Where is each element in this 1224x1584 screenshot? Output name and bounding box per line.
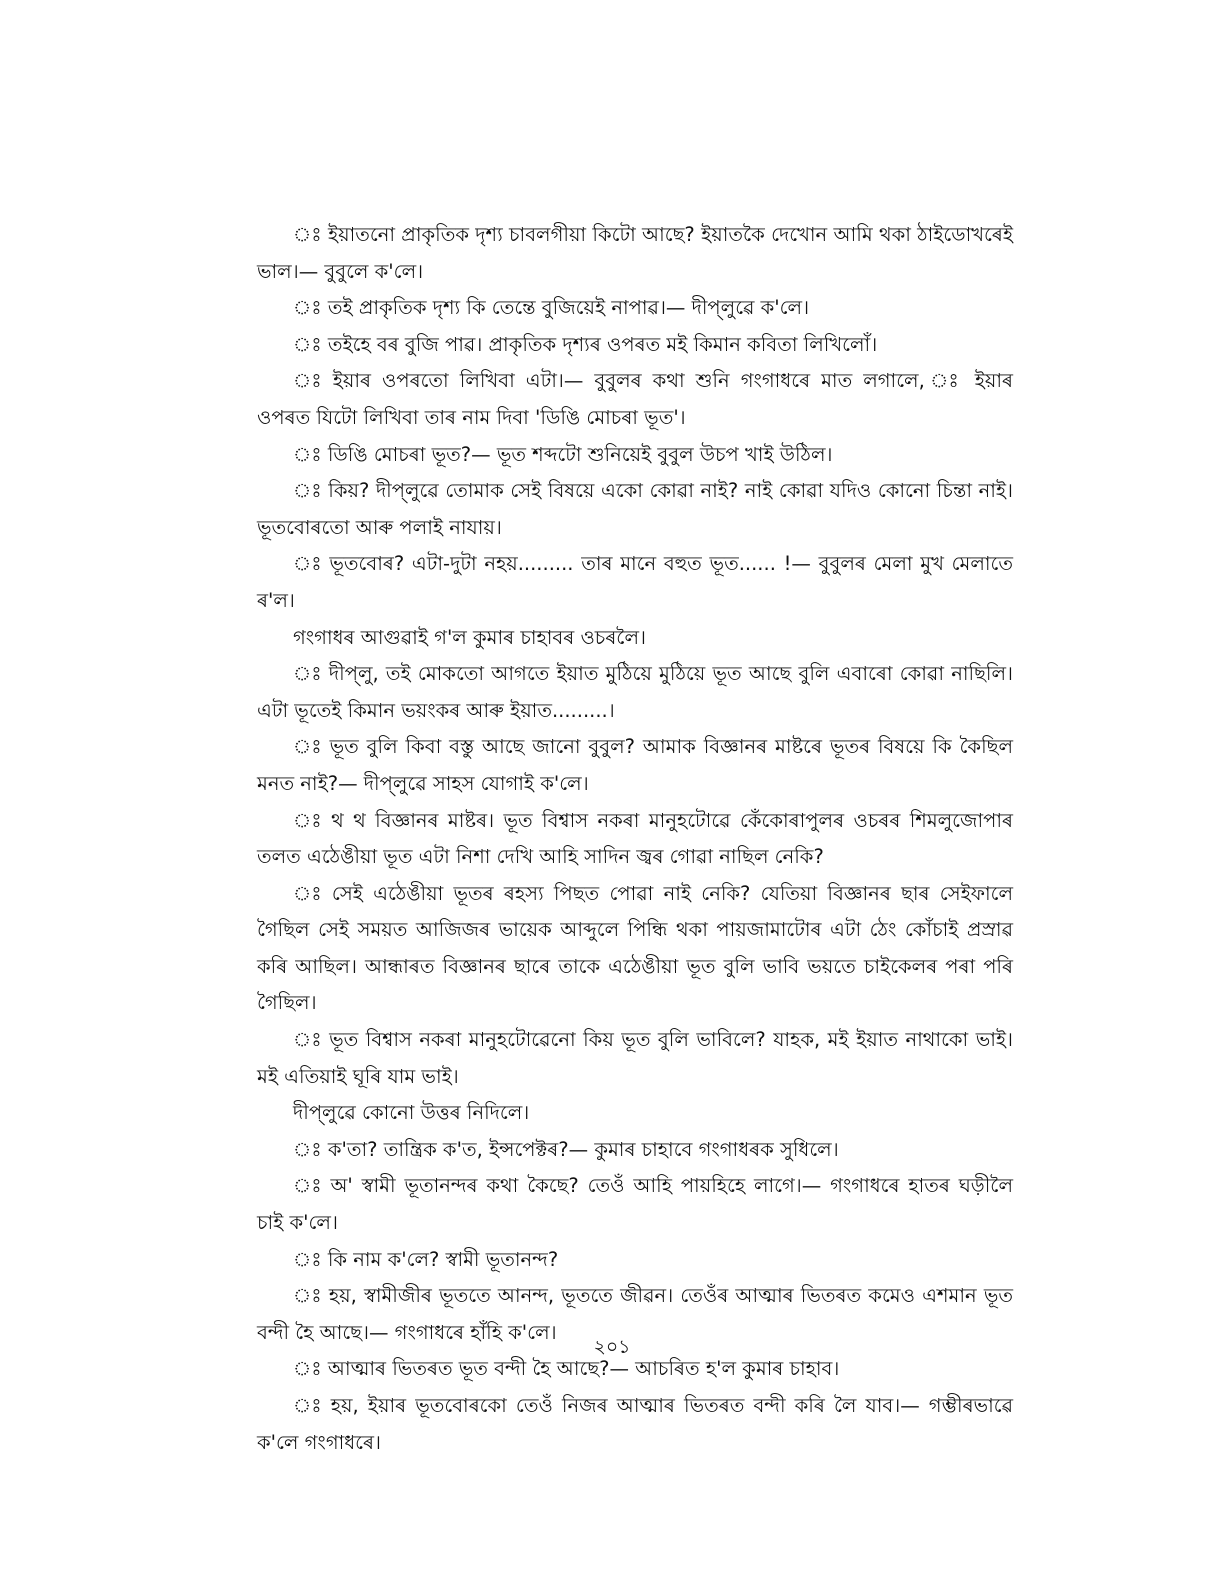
paragraph: ঃ ক'তা? তান্ত্ৰিক ক'ত, ইন্সপেক্টৰ?— কুমাৰ চাহাবে গংগাধৰক সুধিলে। <box>293 1137 839 1161</box>
page-body <box>257 217 1013 1461</box>
paragraph: ঃ হয়, ইয়াৰ ভূতবোৰকো তেওঁ নিজৰ আত্মাৰ ভিতৰত বন্দী কৰি লৈ যাব।— গম্ভীৰভাৱে ক'লে গংগাধৰে। <box>257 1394 1013 1454</box>
paragraph: ঃ ইয়াতনো প্ৰাকৃতিক দৃশ্য চাবলগীয়া কিটো আছে? ইয়াতকৈ দেখোন আমি থকা ঠাইডোখৰেই ভাল।— বুবুলে ক'লে। <box>257 223 1013 283</box>
paragraph: গংগাধৰ আগুৱাই গ'ল কুমাৰ চাহাবৰ ওচৰলৈ। <box>293 625 646 649</box>
paragraph: ঃ হয়, স্বামীজীৰ ভূততে আনন্দ, ভূততে জীৱন। তেওঁৰ আত্মাৰ ভিতৰত কমেও এশমান ভূত বন্দী হৈ আছে।— গংগাধৰে হাঁহি ক'লে। <box>257 1284 1013 1344</box>
paragraph: ঃ তই প্ৰাকৃতিক দৃশ্য কি তেন্তে বুজিয়েই নাপাৱ।— দীপ্‌লুৱে ক'লে। <box>293 296 810 320</box>
paragraph: ঃ থ থ বিজ্ঞানৰ মাষ্টৰ। ভূত বিশ্বাস নকৰা মানুহটোৱে কেঁকোৰাপুলৰ ওচৰৰ শিমলুজোপাৰ তলত এঠেঙীয়া ভূত এটা নিশা দেখি আহি সাদিন জ্বৰ গোৱা নাছিল নেকি? <box>257 808 1013 869</box>
paragraph: ঃ ইয়াৰ ওপৰতো লিখিবা এটা।— বুবুলৰ কথা শুনি গংগাধৰে মাত লগালে, ঃ ইয়াৰ ওপৰত যিটো লিখিবা তাৰ নাম দিবা 'ডিঙি মোচৰা ভূত'। <box>257 369 1013 429</box>
paragraph: ঃ তইহে বৰ বুজি পাৱ। প্ৰাকৃতিক দৃশ্যৰ ওপৰত মই কিমান কবিতা লিখিলোঁ। <box>293 332 878 356</box>
paragraph: ঃ দীপ্‌লু, তই মোকতো আগতে ইয়াত মুঠিয়ে মুঠিয়ে ভূত আছে বুলি এবাৰো কোৱা নাছিলি। এটা ভূতেই কিমান ভয়ংকৰ আৰু ইয়াত.........। <box>257 662 1013 722</box>
paragraph: ঃ কি নাম ক'লে? স্বামী ভূতানন্দ? <box>293 1247 559 1271</box>
paragraph: ঃ ভূতবোৰ? এটা-দুটা নহয়......... তাৰ মানে বহুত ভূত...... !— বুবুলৰ মেলা মুখ মেলাতে ৰ'ল। <box>257 552 1013 612</box>
paragraph: ঃ কিয়? দীপ্‌লুৱে তোমাক সেই বিষয়ে একো কোৱা নাই? নাই কোৱা যদিও কোনো চিন্তা নাই। ভূতবোৰতো আৰু পলাই নাযায়। <box>257 479 1013 539</box>
page-number: ২০১ <box>593 1336 631 1358</box>
paragraph: ঃ অ' স্বামী ভূতানন্দৰ কথা কৈছে? তেওঁ আহি পায়হিহে লাগে।— গংগাধৰে হাতৰ ঘড়ীলৈ চাই ক'লে। <box>257 1174 1013 1235</box>
paragraph: ঃ আত্মাৰ ভিতৰত ভূত বন্দী হৈ আছে?— আচৰিত হ'ল কুমাৰ চাহাব। <box>293 1357 840 1381</box>
paragraph: ঃ ভূত বিশ্বাস নকৰা মানুহটোৱেনো কিয় ভূত বুলি ভাবিলে? যাহক, মই ইয়াত নাথাকো ভাই। মই এতিয়াই ঘূৰি যাম ভাই। <box>257 1028 1013 1088</box>
paragraph: ঃ সেই এঠেঙীয়া ভূতৰ ৰহস্য পিছত পোৱা নাই নেকি? যেতিয়া বিজ্ঞানৰ ছাৰ সেইফালে গৈছিল সেই সময়ত আজিজৰ ভায়েক আব্দুলে পিন্ধি থকা পায়জামাটোৰ এটা ঠেং কোঁচাই প্ৰস্ৰাৱ কৰি আছিল। আন্ধাৰত বিজ্ঞানৰ ছাৰে তাকে এঠেঙীয়া ভূত বুলি ভাবি ভয়তে চাইকেলৰ পৰা পৰি গৈছিল। <box>257 881 1013 1015</box>
paragraph: দীপ্‌লুৱে কোনো উত্তৰ নিদিলে। <box>293 1101 530 1125</box>
paragraph: ঃ ডিঙি মোচৰা ভূত?— ভূত শব্দটো শুনিয়েই বুবুল উচপ খাই উঠিল। <box>293 442 833 466</box>
paragraph: ঃ ভূত বুলি কিবা বস্তু আছে জানো বুবুল? আমাক বিজ্ঞানৰ মাষ্টৰে ভূতৰ বিষয়ে কি কৈছিল মনত নাই?— দীপ্‌লুৱে সাহস যোগাই ক'লে। <box>257 735 1013 795</box>
